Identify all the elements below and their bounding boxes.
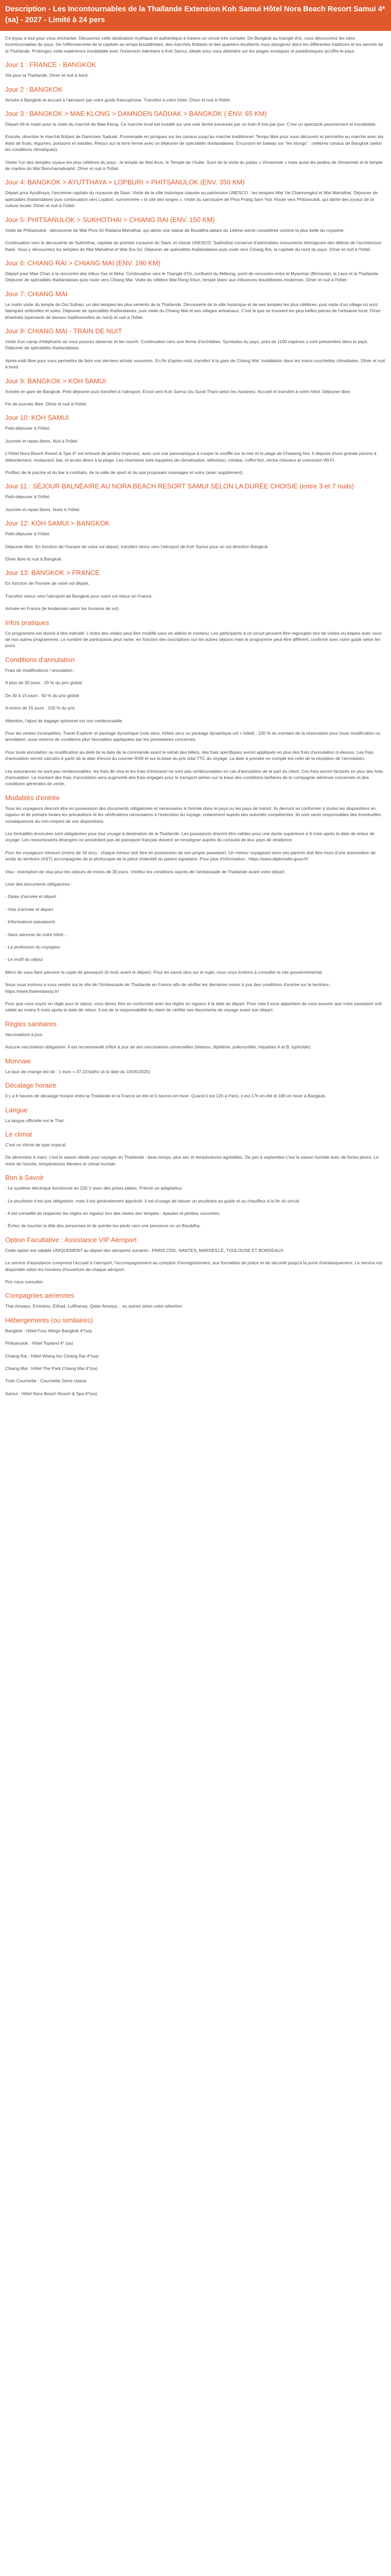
section-paragraph: Départ pour Ayutthaya, l'ancienne capitale du royaume de Siam. Visite de la ville historique classée au patrimoine UNESCO : les temples Wat Yai Chaimongkol et Wat Mahathat. Déjeuner de spécialités thaïlandaises puis continuation vers Lopburi, surnommée « la cité des singes ». Visite du sanctuaire de Phra Prang Sam Yod. Route vers Phitsanulok, qui abrite des joyaux de la culture locale. Dîner et nuit à l'hôtel.	[5, 190, 378, 209]
section-paragraph: Chiang Rai : Hôtel Wiang Inn Chiang Rai 4*(sa)	[5, 1353, 99, 1359]
section-paragraph: C'est un climat de type tropical.	[5, 1142, 67, 1147]
section-paragraph: - Sans adresse de votre hôtel...	[5, 931, 67, 937]
section-heading-jour-4-bangkok-ayutthaya-lopburi-phitsan: Jour 4: BANGKOK > AYUTTHAYA > LOPBURI > PHITSANULOK (ENV. 350 KM)	[5, 178, 245, 187]
section-paragraph: Visite de Phitsanulok : découverte de Wat Phra Sri Rattana Mahathat, qui abrite une statue de Bouddha datant du 14ème siècle considérée comme la plus belle du royaume.	[5, 227, 345, 233]
section-paragraph: Arrivée en gare de Bangkok. Petit déjeuner puis transfert à l'aéroport. Envol vers Koh Samui (ou Surat Thani selon les horaires). Accueil et transfert à votre hôtel. Déjeuner libre.	[5, 388, 351, 394]
section-paragraph: - La profession du voyageur	[5, 944, 60, 950]
section-paragraph: Départ tôt le matin pour la visite du marché de Mae Klong. Ce marché local est installé sur une voie ferrée traversée par un train 8 fois par jour. C'est un spectacle passionnant et inoubliable.	[5, 122, 377, 127]
section-paragraph: Petit-déjeuner à l'hôtel.	[5, 426, 51, 431]
page-title: Description - Les Incontournables de la Thaïlande Extension Koh Samui Hôtel Nora Beach Resort Samui 4*(sa) - 2027 - Limité à 24 pers	[5, 5, 385, 24]
section-heading-jour-12-koh-samui-bangkok: Jour 12: KOH SAMUI > BANGKOK	[5, 519, 110, 528]
section-heading-jour-8-chiang-mai-train-de-nuit: Jour 8: CHIANG MAI - TRAIN DE NUIT	[5, 327, 122, 335]
section-paragraph: Arrivée à Bangkok et accueil à l'aéroport par votre guide francophone. Transfert à votre hôtel. Dîner et nuit à l'hôtel.	[5, 97, 231, 103]
section-paragraph: Le service d'assistance comprend l'accueil à l'aéroport, l'accompagnement au comptoir d'enregistrement, aux formalités de police et de sécurité jusqu'à la porte d'embarquement. Le service est disponible selon les horaires d'ouverture de chaque aéroport.	[5, 1260, 382, 1272]
section-paragraph: Phitsanulok : Hôtel Topland 4* (sa)	[5, 1341, 73, 1346]
section-paragraph: Pour les ventes incomplètes, Travel Explorer et package dynamique (vols secs, hôtels secs ou package dynamique vol + hôtel) : 100 % du montant de la réservation pour toute modification ou annulation, sous réserve de conditions plus favorables appliquées par les prestataires concernés.	[5, 730, 381, 742]
section-paragraph: - Le système électrique fonctionne en 220 V avec des prises plates. Prévoir un adaptateur.	[5, 1185, 183, 1191]
section-paragraph: Ce joyau a tout pour vous enchanter. Découvrez cette destination mythique et authentique à travers un circuit très complet. De Bangkok au triangle d'or, vous découvrirez les sites incontournables du pays. De l'effervescente de la capitale au temps bouddhistes, des marchés flottants et des quartiers bouillants nous plongerez dans les différentes traditions et les secrets de la Thaïlande. Prolongez cette expérience inoubliable avec l'extension balnéaire à Koh Samui, idéale pour vous détendre sur les plages exotiques et paradisiaques qu'offre le pays.	[5, 36, 383, 54]
section-paragraph: Départ pour Mae Chan à la rencontre des tribus Yao et Akha. Continuation vers le Triangle d'Or, confluent du Mékong, point de rencontre entre le Myanmar (Birmanie), le Laos et la Thaïlande. Déjeuner de spécialités thaïlandaises puis route vers Chiang Mai. Visite du célèbre Wat Rong Khun, temple blanc aux influences bouddhistes modernes. Dîner et nuit à l'hôtel.	[5, 270, 380, 283]
section-paragraph: Vol pour la Thaïlande. Dîner et nuit à bord.	[5, 73, 89, 78]
section-paragraph: - Évitez de toucher la tête des personnes et de pointer les pieds vers une personne ou un Bouddha.	[5, 1223, 201, 1229]
section-paragraph: Vaccinations à jour.	[5, 1031, 43, 1037]
section-paragraph: Déjeuner libre. En fonction de l'horaire de votre vol départ, transfert retour vers l'aéroport de Koh Samui pour un vol direction Bangkok.	[5, 544, 269, 549]
section-paragraph: A moins de 15 jours : 100 % du prix	[5, 705, 75, 711]
section-heading-jour-11-sejour-balneaire-au-nora-beach-r: Jour 11 : SÉJOUR BALNÉAIRE AU NORA BEACH RESORT SAMUI SELON LA DURÉE CHOISIE (entre 3 et 7 nuits)	[5, 482, 354, 490]
section-heading-regles-sanitaires: Règles sanitaires	[5, 1020, 57, 1028]
section-heading-jour-13-bangkok-france: Jour 13: BANGKOK > FRANCE	[5, 569, 100, 577]
itinerary-content	[0, 31, 391, 1397]
section-paragraph: De décembre à mars: c'est la saison idéale pour voyager en Thaïlande : beau temps, plus sec et températures agréables. De juin à septembre c'est la saison humide avec de fortes pluies. Le reste de l'année, températures élevées et climat humide.	[5, 1155, 379, 1166]
section-heading-bon-a-savoir: Bon à Savoir	[5, 1174, 44, 1182]
section-paragraph: Samui : Hôtel Nora Beach Resort & Spa 4*(sa)	[5, 1391, 97, 1396]
section-heading-conditions-d-annulation: Conditions d'annulation	[5, 655, 75, 664]
section-heading-jour-5-phitsanulok-sukhothai-chiang-rai-: Jour 5: PHITSANULOK > SUKHOTHAI > CHIANG RAI (ENV. 150 KM)	[5, 215, 215, 224]
section-paragraph: Aucune vaccination obligatoire. Il est recommandé d'être à jour de ses vaccinations universelles (tétanos, diphtérie, poliomyélite, hépatites A et B, typhoïde).	[5, 1044, 312, 1050]
section-heading-jour-2-bangkok: Jour 2 : BANGKOK	[5, 85, 63, 93]
section-paragraph: - Dates d'arrivée et départ	[5, 894, 57, 900]
section-paragraph: Tous les voyageurs devront être en possession des documents obligatoires et nécessaires à l'entrée dans le pays ou les pays de transit. Ils devront se conformer à toutes les dispositions en vigueur et de prendre toutes les précautions et les vérifications nécessaires à l'exécution du voyage, notamment auprès des autorités compétentes. Ils sont seuls responsables des éventuelles conséquences du non-respect de ces dispositions.	[5, 805, 381, 824]
section-paragraph: Arrivée en France (le lendemain selon les horaires de vol)	[5, 606, 119, 612]
section-paragraph: Il y a 6 heures de décalage horaire entre la Thaïlande et la France en été et 5 heures en hiver. Quand il est 12h à Paris, il est 17h en été et 18h en hiver à Bangkok.	[5, 1093, 327, 1099]
title-banner	[0, 0, 391, 31]
section-paragraph: Prix nous consulter.	[5, 1279, 44, 1284]
section-paragraph: Journée et repas libres. Nuit à l'hôtel.	[5, 438, 78, 444]
section-heading-le-climat: Le climat	[5, 1130, 32, 1138]
section-paragraph: Pour que vous soyez en règle pour le séjour, vous devez être en conformité avec les règles en vigueur à la date du départ. Pour cela il vous appartient de vous assurer que votre passeport soit valide au moins 6 mois après la date de retour. Il est de la responsabilité du client de vérifier ses documents de voyage avant son départ.	[5, 1001, 382, 1013]
section-paragraph: - Le motif du séjour	[5, 957, 43, 962]
section-paragraph: La taux de change est de : 1 euro = 37,23 baths (à la date du 16/05/2025)	[5, 1069, 151, 1074]
section-heading-option-facultative-assistance-vip-aeropo: Option Facultative : Assistance VIP Aéroport	[5, 1235, 137, 1244]
section-paragraph: - Il est conseillé de respecter les règles en vigueur lors des visites des temples : épaules et jambes couvertes.	[5, 1210, 221, 1216]
section-paragraph: Le matin visite du temple de Doi Suthep, un des temples les plus vénérés de la Thaïlande. Découverte de la ville historique et de ses temples les plus célèbres, puis visite d'un village où sont fabriqués ombrelles et soies. Déjeuner de spécialités thaïlandaises, puis visite du Chiang Mai et ses villages artisanaux. C'est là que se trouvent les plus belles pièces de l'artisanat local. Dîner khantoke (spectacle de danses traditionnelles du nord) et nuit à l'hôtel.	[5, 301, 381, 320]
section-paragraph: Journée et repas libres. Nuits à l'hôtel.	[5, 506, 80, 512]
section-heading-langue: Langue	[5, 1106, 28, 1114]
section-paragraph: Frais de modifications / annulation :	[5, 667, 75, 673]
section-heading-jour-7-chiang-mai: Jour 7: CHIANG MAI	[5, 290, 68, 298]
section-heading-jour-3-bangkok-mae-klong-damnoen-saduak-: Jour 3 : BANGKOK > MAE KLONG > DAMNOEN SADUAK > BANGKOK ( ENV. 65 KM)	[5, 110, 267, 118]
section-paragraph: De 30 à 15 jours : 50 % du prix global	[5, 692, 79, 698]
section-paragraph: Cette option est valable UNIQUEMENT au départ des aéroports suivants : PARIS CDG, NANTES, MARSEILLE, TOULOUSE ET BORDEAUX.	[5, 1247, 285, 1253]
section-paragraph: Dîner libre et nuit à Bangkok.	[5, 556, 62, 562]
section-paragraph: - Informations passeports	[5, 919, 55, 925]
section-heading-jour-9-bangkok-koh-samui: Jour 9: BANGKOK > KOH SAMUI	[5, 377, 106, 385]
section-paragraph: La langue officielle est le Thaï.	[5, 1117, 65, 1123]
section-paragraph: - Vols d'arrivée et départ	[5, 906, 53, 912]
section-paragraph: Profitez de la piscine et du bar à cocktails, de la salle de sport et du spa proposant massages et soins (avec supplément).	[5, 470, 244, 475]
section-paragraph: A plus de 30 jours : 20 % du prix global	[5, 680, 82, 686]
section-heading-monnaie: Monnaie	[5, 1057, 31, 1065]
section-heading-infos-pratiques: Infos pratiques	[5, 618, 50, 626]
section-paragraph: - Le pourboire n'est pas obligatoire, mais il est généralement apprécié. Il est d'usage de laisser un pourboire au guide et au chauffeur à la fin du circuit.	[5, 1198, 301, 1204]
section-paragraph: Attention, l'ajout de bagage optionnel est non remboursable.	[5, 718, 124, 723]
section-paragraph: Visa : exemption de visa pour les séjours de moins de 30 jours. Vérifiez les conditions auprès de l'ambassade de Thaïlande avant votre départ.	[5, 869, 286, 874]
section-paragraph: Ensuite, direction le marché flottant de Damnoen Saduak. Promenade en pirogues sur les canaux jusqu'au marché traditionnel. Temps libre pour vous découvrir et permettre au marché avec les étals de fruits, légumes, poissons et viandes. Retour sur la terre ferme avec un déjeuner de spécialités thaïlandaises. Excursion en bateau sur "les klongs" : célèbres canaux de Bangkok (selon les conditions climatiques).	[5, 134, 384, 152]
section-paragraph: Nous vous invitons à vous rendre sur le site de l'Ambassade de Thaïlande en France afin de vérifier les dernières mises à jour des conditions d'entrée sur le territoire : https://www.thaiembassy.fr/	[5, 982, 332, 994]
section-paragraph: En fonction de l'horaire de votre vol départ.	[5, 581, 90, 586]
section-paragraph: Train Couchette : Couchette 2ème classe	[5, 1378, 87, 1384]
section-heading-jour-1-france-bangkok: Jour 1 : FRANCE - BANGKOK	[5, 61, 96, 69]
section-paragraph: Chiang Mai : Hôtel The Park Chiang Mai 4*(sa)	[5, 1366, 97, 1371]
section-paragraph: Visite d'un camp d'éléphants où vous pourrez observer et les nourrir. Continuation vers une ferme d'orchidées. Symboles du pays, près de 1100 espèces y sont présentées dans le pays. Déjeuner de spécialités thaïlandaises.	[5, 338, 368, 351]
section-heading-hebergements-ou-similaires: Hébergements (ou similaires)	[5, 1316, 93, 1324]
section-paragraph: Continuation vers la découverte de Sukhothai, capitale du premier royaume du Siam, et classé UNESCO. Sukhothai conserve d'admirables monuments témoignant des débuts de l'architecture thaïe. Vous y découvrirez les temples de Wat Mahathat et Wat Sra Sri. Déjeuner de spécialités thaïlandaises puis route vers Chiang Rai, la capitale du nord du pays. Dîner et nuit à l'hôtel.	[5, 240, 382, 252]
section-paragraph: Liste des documents obligatoires :	[5, 882, 72, 887]
section-heading-jour-10-koh-samui: Jour 10: KOH SAMUI	[5, 414, 69, 422]
section-paragraph: Après-midi libre pour vous permettre de faire vos derniers achats souvenirs. En fin d'après-midi, transfert à la gare de Chiang Mai. Installation dans les trains-couchettes climatisées. Dîner et nuit à bord.	[5, 358, 385, 370]
section-heading-modalites-d-entree: Modalités d'entrée	[5, 793, 60, 802]
section-heading-jour-6-chiang-rai-chiang-mai-env-190-km: Jour 6: CHIANG RAI > CHIANG MAI (ENV. 190 KM)	[5, 259, 161, 267]
section-paragraph: Bangkok : Hôtel Four Wings Bangkok 4*(sa)	[5, 1328, 92, 1333]
section-paragraph: Pour les voyageurs mineurs (moins de 18 ans) : chaque mineur doit être en possession de son propre passeport. Un mineur voyageant sans ses parents doit être muni d'une autorisation de sortie du territoire (AST) accompagnée de la photocopie de la pièce d'identité du parent signataire. Pour plus d'information : https://www.diplomatie.gouv.fr/	[5, 850, 376, 862]
section-heading-decalage-horaire: Décalage horaire	[5, 1081, 57, 1090]
section-paragraph: Transfert retour vers l'aéroport de Bangkok pour votre vol retour en France.	[5, 593, 153, 599]
section-paragraph: Ce programme est donné à titre indicatif. L'ordre des visites peut être modifié sans en altérer le contenu. Les participants à ce circuit peuvent être regroupés lors de visites ou étapes avec ceux de nos autres programmes. Le nombre de participants peut varier, en fonction des inscriptions sur les autres séjours mais le programme peut-être différent, confirmé avec votre guide selon les jours.	[5, 630, 382, 649]
section-paragraph: Merci de vous faire parvenir la copie de passeport (6 mois avant le départ). Pour en savoir plus sur le sujet, nous vous invitons à consulter le site gouvernemental.	[5, 969, 323, 975]
section-paragraph: L'Hôtel Nora Beach Resort & Spa 4* est entouré de jardins tropicaux, avec une vue panoramique à couper le souffle sur la mer et la plage de Chaweng Noi. Il dispose d'une grande piscine à débordement, restaurant, bar, et accès direct à la plage. Les chambres sont équipées de climatisation, télévision, minibar, coffre-fort, sèche-cheveux et connexion Wi-Fi.	[5, 451, 377, 463]
section-paragraph: Visiter l'un des temples royaux les plus célèbres du pays : le temple de Wat Arun, le Temple de l'Aube. Suivi de la visite du palais « Vimanmek » mais aussi les jardins de Vimanmek et le temple de marbre du Wat Benchamabophit. Dîner et nuit à l'hôtel.	[5, 159, 383, 172]
section-paragraph: Fin de journée libre. Dîner et nuit à l'hôtel.	[5, 401, 88, 406]
section-paragraph: Petit-déjeuner à l'hôtel.	[5, 531, 51, 537]
section-paragraph: Les assurances ne sont pas remboursables, les frais de visa et les frais d'émission ne sont pas remboursables en cas d'annulation de la part du client. Ces frais seront facturés en plus des frais d'annulation. Le montant des frais d'annulation sera augmenté des frais engagés pour le transport aérien sur la base des conditions tarifaires de la compagnie aérienne concernée et des conditions générales de vente.	[5, 768, 383, 787]
section-paragraph: Petit-déjeuner à l'hôtel.	[5, 494, 51, 500]
section-heading-compagnies-aeriennes: Compagnies aériennes	[5, 1292, 74, 1300]
section-paragraph: Pour toute annulation ou modification au-delà de la date de la commande avant le retrait des billets, des frais spécifiques seront appliqués en plus des frais d'annulation ci-dessus. Les frais d'annulation seront calculés à partir de la date d'envoi du courrier RAR et sur la base du prix total TTC du voyage. La date à prendre en compte est celle de la réception de l'annulation.	[5, 749, 373, 761]
section-paragraph: Thai Airways, Emirates, Etihad, Lufthansa, Qatar Airways... ou autres selon votre sélection	[5, 1303, 183, 1309]
section-paragraph: Les formalités énoncées sont obligatoires pour tout voyage à destination de la Thaïlande. Les passeports doivent être valides pour une durée supérieure à 6 mois après la date de retour de voyage. Les ressortissants étrangers ne possédant pas de passeport français doivent se renseigner auprès du consulat de leur pays de résidence.	[5, 831, 374, 843]
